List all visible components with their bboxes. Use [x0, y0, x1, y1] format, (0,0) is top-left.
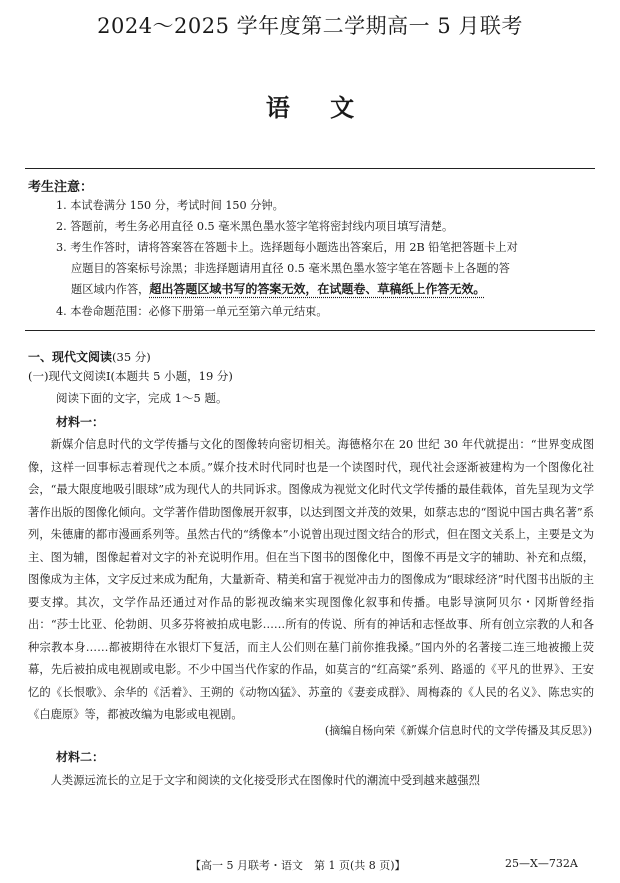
divider-top [25, 168, 595, 169]
notice-item-4: 4. 本卷命题范围：必修下册第一单元至第六单元结束。 [56, 305, 328, 318]
subsection-title: (一)现代文阅读Ⅰ(本题共 5 小题，19 分) [28, 369, 233, 383]
material1-label: 材料一： [56, 415, 105, 429]
section-score: (35 分) [112, 350, 151, 364]
notice-item-3-line3 [71, 281, 485, 298]
section-title: 一、现代文阅读 [28, 350, 113, 364]
material2-body [28, 770, 594, 793]
notice-emphasis: 超出答题区域书写的答案无效，在试题卷、草稿纸上作答无效。 [149, 282, 486, 296]
material1-paragraph: 新媒介信息时代的文学传播与文化的图像转向密切相关。海德格尔在 20 世纪 30 年代就提出：“世界变成图像，这样一回事标志着现代之本质。”媒介技术时代同时也是一个读图时代，现代社会逐渐被建构为一个图像化社会，“最大限度地吸引眼球”成为现代人的共同诉求。图像成为视觉文化时代文学传播的最佳载体，首先呈现为文学著作出版的图像化倾向。文学著作借助图像展开叙事，以达到图文并茂的效果，如蔡志忠的“图说中国古典名著”系列，朱德庸的都市漫画系列等。虽然古代的“绣像本”小说曾出现过图文结合的形式，但在图文关系上，主要是文为主、图为辅，图像起着对文字的补充说明作用。但在当下图书的图像化中，图像不再是文字的辅助、补充和点缀，图像成为主体，文字反过来成为配角，大量新奇、精美和富于视觉冲击力的图像成为“眼球经济”时代图书出版的主要支撑。其次，文学作品还通过对作品的影视改编来实现图像化叙事和传播。电影导演阿贝尔・冈斯曾经指出：“莎士比亚、伦勃朗、贝多芬将被拍成电影……所有的传说、所有的神话和志怪故事、所有创立宗教的人和各种宗教本身……都被期待在水银灯下复活，而主人公们则在墓门前你推我搡。”国内外的名著接二连三地被搬上荧幕，先后被拍成电视剧或电影。不少中国当代作家的作品，如莫言的“红高粱”系列、路遥的《平凡的世界》、王安忆的《长恨歌》、余华的《活着》、王朔的《动物凶猛》、苏童的《妻妾成群》、周梅森的《人民的名义》、陈忠实的《白鹿原》等，都被改编为电影或电视剧。 [28, 438, 594, 721]
notice-item-3-line2: 应题目的答案标号涂黑；非选择题请用直径 0.5 毫米黑色墨水签字笔在答题卡上各题的答 [71, 262, 510, 275]
notice-item-3-text: 题区域内作答， [71, 283, 150, 296]
footer-page-info: 【高一 5 月联考・语文 第 1 页(共 8 页)】 [190, 859, 406, 872]
subject-char-2: 文 [330, 93, 355, 122]
notice-heading: 考生注意： [28, 180, 94, 195]
material2-paragraph: 人类源远流长的立足于文字和阅读的文化接受形式在图像时代的潮流中受到越来越强烈 [50, 774, 480, 787]
material2-label: 材料二： [56, 750, 105, 764]
notice-item-3: 3. 考生作答时，请将答案答在答题卡上。选择题每小题选出答案后，用 2B 铅笔把答题卡上对 [56, 241, 518, 254]
divider-bottom [25, 330, 595, 331]
notice-item-2: 2. 答题前，考生务必用直径 0.5 毫米黑色墨水签字笔将密封线内项目填写清楚。 [56, 220, 454, 233]
subject-title [0, 88, 620, 123]
subject-char-1: 语 [265, 93, 290, 122]
material1-body [28, 434, 594, 727]
notice-item-1: 1. 本试卷满分 150 分，考试时间 150 分钟。 [56, 199, 284, 212]
material1-citation: (摘编自杨向荣《新媒介信息时代的文学传播及其反思》) [324, 724, 592, 737]
footer-code: 25—X—732A [505, 857, 578, 870]
section-heading [28, 346, 151, 365]
exam-title: 2024～2025 学年度第二学期高一 5 月联考 [97, 14, 523, 38]
instruction: 阅读下面的文字，完成 1～5 题。 [56, 391, 228, 405]
